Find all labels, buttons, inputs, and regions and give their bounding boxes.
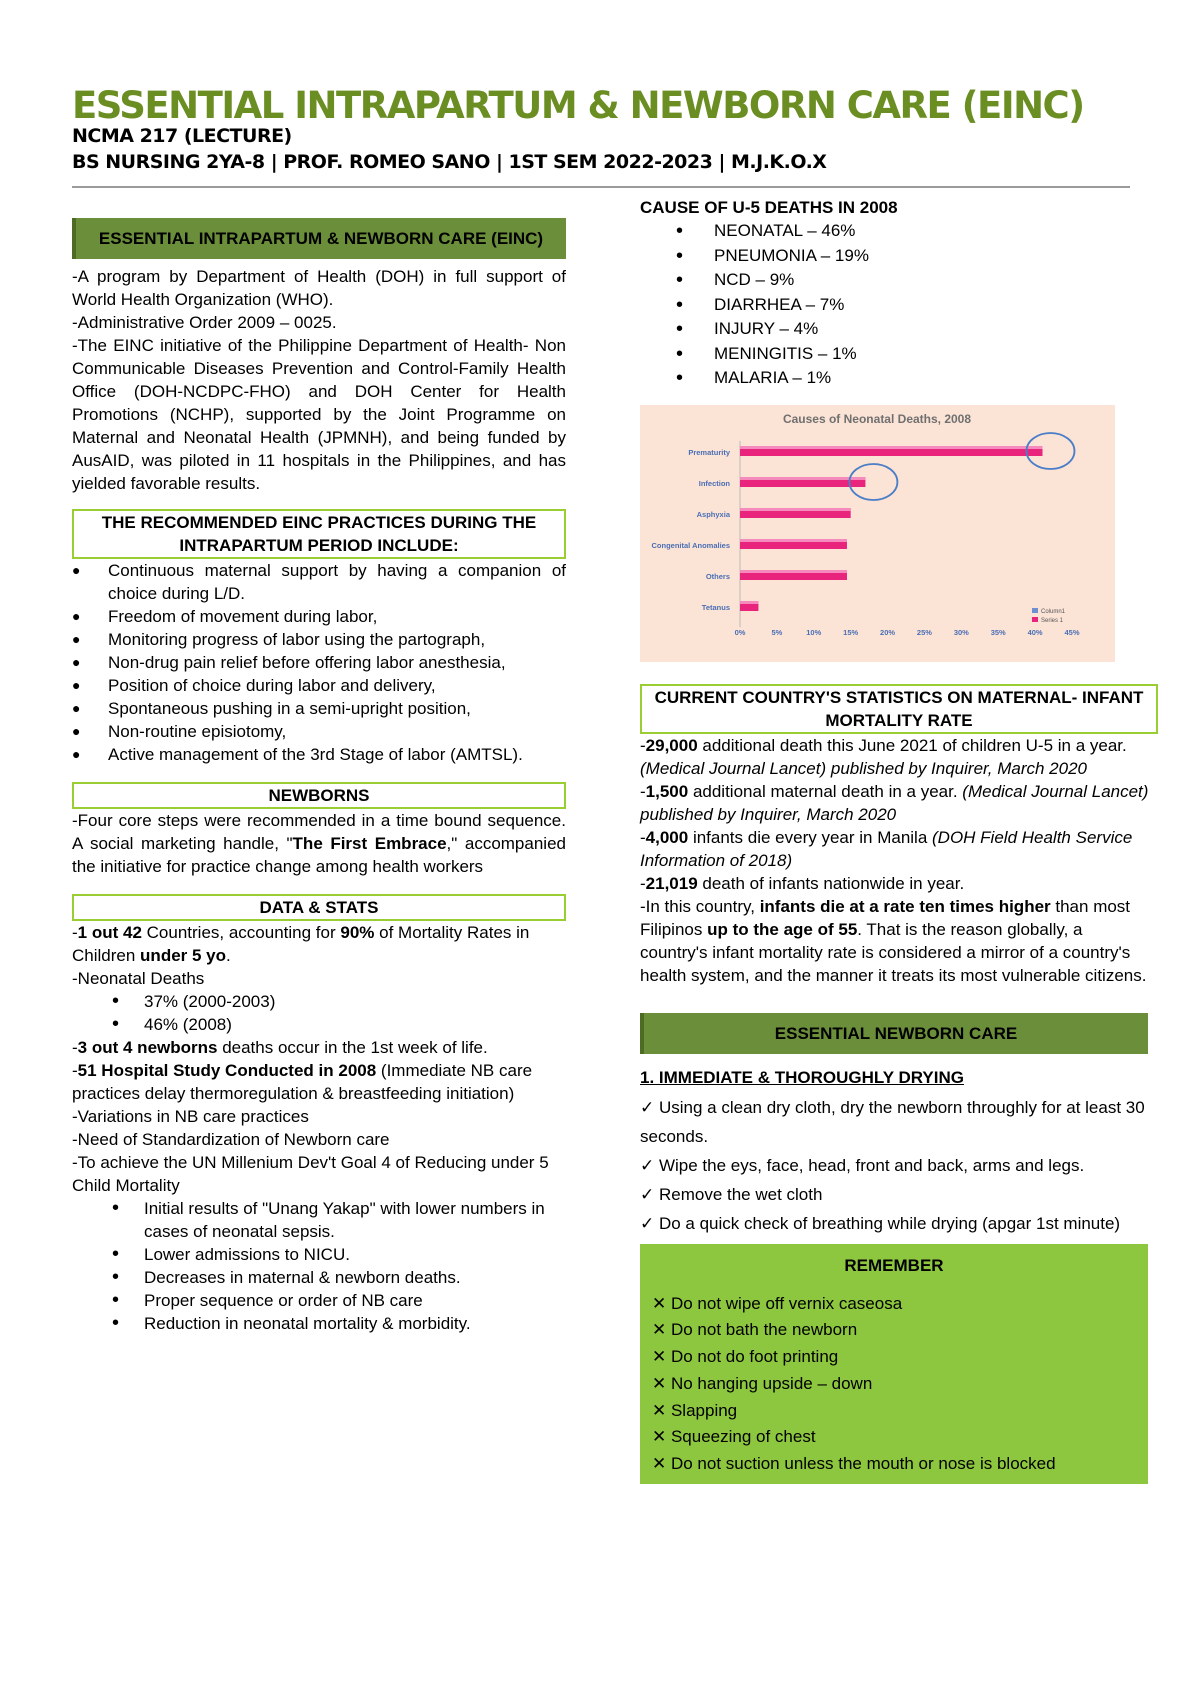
stat-line-4: -21,019 death of infants nationwide in year. (640, 873, 965, 893)
stat-line-3: -4,000 infants die every year in Manila (DOH Field Health Service Information of 2018) (640, 827, 1133, 870)
data-stat-line-4: -51 Hospital Study Conducted in 2008 (Immediate NB care practices delay thermoregulation & breastfeeding initiation) (72, 1061, 533, 1103)
chart-tick-label: 45% (1064, 627, 1080, 637)
course-code: NCMA 217 (LECTURE) (72, 125, 292, 147)
chart-legend-swatch (1032, 617, 1038, 622)
results-list (72, 1197, 566, 1335)
chart-category-label: Congenital Anomalies (651, 540, 730, 550)
chart-tick-label: 20% (880, 627, 896, 637)
chart-legend-swatch (1032, 608, 1038, 613)
practices-heading: THE RECOMMENDED EINC PRACTICES DURING THE INTRAPARTUM PERIOD INCLUDE: (72, 509, 566, 559)
list-item: ● Monitoring progress of labor using the partograph, (72, 628, 566, 651)
chart-tick-label: 30% (953, 627, 969, 637)
neonatal-deaths-list (72, 990, 566, 1036)
list-item: • INJURY – 4% (640, 317, 1152, 342)
causes-heading: CAUSE OF U-5 DEATHS IN 2008 (640, 198, 898, 217)
chart-category-label: Others (705, 571, 730, 581)
header-divider (72, 186, 1130, 188)
chart-svg (640, 405, 1115, 662)
chart-bar-highlight (740, 477, 865, 480)
list-item: ● Spontaneous pushing in a semi-upright position, (72, 697, 566, 720)
neonatal-deaths-chart (640, 405, 1115, 662)
list-item: • MENINGITIS – 1% (640, 342, 1152, 367)
stats-heading: CURRENT COUNTRY'S STATISTICS ON MATERNAL- INFANT MORTALITY RATE (640, 684, 1158, 734)
einc-paragraph-2: -Administrative Order 2009 – 0025. (72, 313, 337, 332)
chart-tick-label: 15% (843, 627, 859, 637)
list-item: ● Continuous maternal support by having a companion of choice during L/D. (72, 559, 566, 605)
chart-bar-highlight (740, 570, 847, 573)
check-item: ✓ Remove the wet cloth (640, 1184, 823, 1204)
chart-bar-highlight (740, 508, 851, 511)
chart-bar-highlight (740, 539, 847, 542)
remember-box (640, 1244, 1148, 1485)
remember-item: ✕ Do not do foot printing (652, 1347, 839, 1367)
stat-line-2: -1,500 additional maternal death in a year. (Medical Journal Lancet) published by Inquirer, March 2020 (640, 781, 1149, 824)
chart-legend-label: Series 1 (1041, 617, 1064, 624)
list-item: • Reduction in neonatal mortality & morbidity. (72, 1312, 566, 1335)
chart-bar-highlight (740, 446, 1042, 449)
data-stats-heading: DATA & STATS (72, 894, 566, 921)
data-stat-line-6: -Need of Standardization of Newborn care (72, 1130, 390, 1149)
remember-item: ✕ Do not wipe off vernix caseosa (652, 1293, 903, 1313)
remember-item: ✕ Slapping (652, 1400, 738, 1420)
practices-list (72, 559, 566, 766)
enc-heading: ESSENTIAL NEWBORN CARE (640, 1013, 1148, 1054)
chart-tick-label: 0% (734, 627, 746, 637)
right-column (640, 196, 1152, 1484)
list-item: • Proper sequence or order of NB care (72, 1289, 566, 1312)
chart-category-label: Tetanus (701, 602, 730, 612)
chart-tick-label: 10% (806, 627, 822, 637)
data-stat-line-5: -Variations in NB care practices (72, 1107, 309, 1126)
stat-line-1: -29,000 additional death this June 2021 of children U-5 in a year. (Medical Journal Lancet) published by Inquirer, March 2020 (640, 735, 1127, 778)
chart-bar-highlight (740, 601, 758, 604)
data-stat-line-7: -To achieve the UN Millenium Dev't Goal 4 of Reducing under 5 Child Mortality (72, 1153, 549, 1195)
enc-subheading: 1. IMMEDIATE & THOROUGHLY DRYING (640, 1067, 964, 1087)
remember-title: REMEMBER (844, 1255, 944, 1275)
chart-title: Causes of Neonatal Deaths, 2008 (782, 411, 972, 426)
remember-list (652, 1291, 1136, 1479)
list-item: • NCD – 9% (640, 268, 1152, 293)
chart-category-label: Prematurity (688, 447, 730, 457)
page-title: ESSENTIAL INTRAPARTUM & NEWBORN CARE (EINC) (72, 84, 1084, 127)
list-item: ● Position of choice during labor and delivery, (72, 674, 566, 697)
chart-category-label: Asphyxia (696, 509, 730, 519)
list-item: • Lower admissions to NICU. (72, 1243, 566, 1266)
list-item: • Decreases in maternal & newborn deaths. (72, 1266, 566, 1289)
list-item: • PNEUMONIA – 19% (640, 244, 1152, 269)
list-item: ● Freedom of movement during labor, (72, 605, 566, 628)
chart-legend-label: Column1 (1041, 608, 1066, 615)
list-item: ● Non-routine episiotomy, (72, 720, 566, 743)
remember-item: ✕ No hanging upside – down (652, 1373, 873, 1393)
chart-tick-label: 25% (916, 627, 932, 637)
remember-item: ✕ Squeezing of chest (652, 1427, 816, 1447)
chart-category-label: Infection (698, 478, 730, 488)
list-item: ● Active management of the 3rd Stage of labor (AMTSL). (72, 743, 566, 766)
list-item: • MALARIA – 1% (640, 366, 1152, 391)
course-details: BS NURSING 2YA-8 | PROF. ROMEO SANO | 1ST SEM 2022-2023 | M.J.K.O.X (72, 151, 827, 173)
einc-paragraph-3: -The EINC initiative of the Philippine Department of Health- Non Communicable Diseases Prevention and Control-Family Health Office (DOH-NCDPC-FHO) and DOH Center for Health Promotions (NCHP), supported by the Joint Programme on Maternal and Neonatal Health (JPMNH), and being funded by AusAID, was piloted in 11 hospitals in the Philippines, and has yielded favorable results. (72, 336, 566, 493)
list-item: ● Non-drug pain relief before offering labor anesthesia, (72, 651, 566, 674)
einc-paragraph-1: -A program by Department of Health (DOH) in full support of World Health Organization (WHO). (72, 267, 566, 309)
chart-tick-label: 35% (990, 627, 1006, 637)
data-stat-line-2: -Neonatal Deaths (72, 969, 205, 988)
stat-line-5: -In this country, infants die at a rate ten times higher than most Filipinos up to the age of 55. That is the reason globally, a country's infant mortality rate is considered a mirror of a country's health system, and the manner it treats its most vulnerable citizens. (640, 896, 1147, 985)
chart-tick-label: 5% (771, 627, 783, 637)
newborns-heading: NEWBORNS (72, 782, 566, 809)
check-item: ✓ Do a quick check of breathing while drying (apgar 1st minute) (640, 1213, 1121, 1233)
list-item: • NEONATAL – 46% (640, 219, 1152, 244)
data-stat-line-1: -1 out 42 Countries, accounting for 90% of Mortality Rates in Children under 5 yo. (72, 923, 530, 965)
chart-tick-label: 40% (1027, 627, 1043, 637)
remember-item: ✕ Do not suction unless the mouth or nose is blocked (652, 1454, 1056, 1474)
einc-heading: ESSENTIAL INTRAPARTUM & NEWBORN CARE (EINC) (72, 218, 566, 259)
left-column (72, 218, 566, 1335)
list-item: • Initial results of "Unang Yakap" with lower numbers in cases of neonatal sepsis. (72, 1197, 566, 1243)
list-item: • DIARRHEA – 7% (640, 293, 1152, 318)
data-stat-line-3: -3 out 4 newborns deaths occur in the 1st week of life. (72, 1038, 488, 1057)
list-item: • 46% (2008) (72, 1013, 566, 1036)
causes-list (640, 219, 1152, 391)
check-item: ✓ Wipe the eys, face, head, front and back, arms and legs. (640, 1155, 1085, 1175)
newborns-paragraph: -Four core steps were recommended in a time bound sequence. A social marketing handle, "The First Embrace," accompanied the initiative for practice change among health workers (72, 811, 566, 876)
check-item: ✓ Using a clean dry cloth, dry the newborn throughly for at least 30 seconds. (640, 1097, 1145, 1146)
remember-item: ✕ Do not bath the newborn (652, 1320, 858, 1340)
checks-list (640, 1093, 1152, 1238)
list-item: • 37% (2000-2003) (72, 990, 566, 1013)
